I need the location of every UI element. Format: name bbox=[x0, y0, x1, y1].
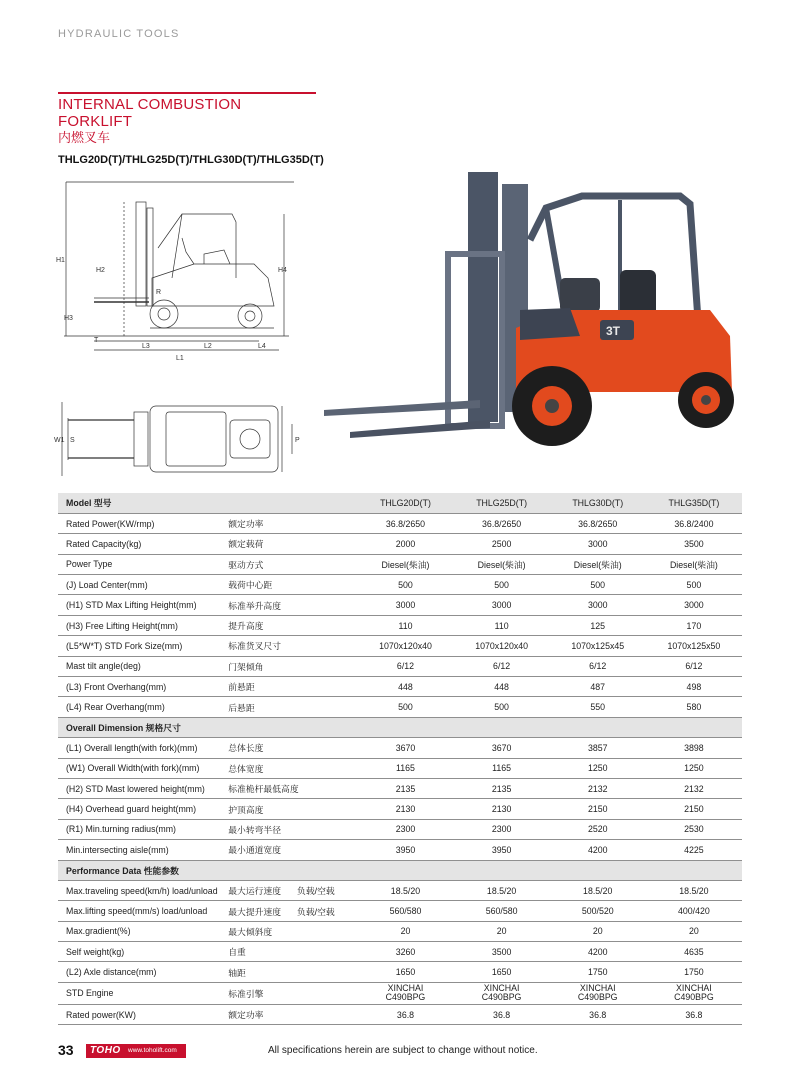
value-cell: 36.8 bbox=[646, 1004, 742, 1024]
row-label-cn-text: 最大运行速度 bbox=[228, 886, 282, 897]
row-label-en: Max.traveling speed(km/h) load/unload bbox=[58, 880, 220, 900]
value-cell: 2000 bbox=[357, 534, 453, 554]
dim-label-r: R bbox=[156, 289, 162, 296]
dim-label-h2: H2 bbox=[96, 267, 105, 274]
row-label-cn bbox=[220, 554, 357, 574]
row-label-en: (W1) Overall Width(with fork)(mm) bbox=[58, 758, 220, 778]
engine-line2: C490BPG bbox=[577, 992, 618, 1003]
row-label-cn-text: 最小通道宽度 bbox=[228, 845, 282, 856]
row-label-cn bbox=[220, 799, 357, 819]
row-label-en: (R1) Min.turning radius(mm) bbox=[58, 819, 220, 839]
value-cell: 4225 bbox=[646, 840, 742, 860]
table-row bbox=[58, 901, 742, 921]
value-cell: 1070x120x40 bbox=[357, 636, 453, 656]
dimension-rows bbox=[58, 738, 742, 860]
row-label-cn: 标准引擎 bbox=[220, 982, 357, 1004]
row-label-cn bbox=[220, 962, 357, 982]
row-label-en: (J) Load Center(mm) bbox=[58, 575, 220, 595]
row-label-cn bbox=[220, 677, 357, 697]
truck-model-badge: 3T bbox=[606, 324, 621, 338]
table-row bbox=[58, 677, 742, 697]
row-label-cn bbox=[220, 513, 357, 533]
value-cell: 1070x125x45 bbox=[550, 636, 646, 656]
value-cell: 3670 bbox=[357, 738, 453, 758]
engine-cell bbox=[454, 982, 550, 1004]
value-cell: 4635 bbox=[646, 942, 742, 962]
value-cell: 1250 bbox=[646, 758, 742, 778]
value-cell: 2132 bbox=[550, 778, 646, 798]
value-cell: 2300 bbox=[454, 819, 550, 839]
row-label-cn-text: 最小转弯半径 bbox=[228, 824, 282, 835]
value-cell: 18.5/20 bbox=[550, 880, 646, 900]
dim-label-t: T bbox=[94, 337, 99, 344]
engine-line2: C490BPG bbox=[481, 992, 522, 1003]
dim-label-l4: L4 bbox=[258, 343, 266, 350]
row-label-cn-text: 额定功率 bbox=[228, 519, 264, 530]
row-label-cn bbox=[220, 778, 357, 798]
engine-line1: XINCHAI bbox=[579, 982, 616, 993]
row-label-cn bbox=[220, 636, 357, 656]
row-label-cn-sub: 负载/空载 bbox=[297, 886, 335, 897]
value-cell: 3000 bbox=[646, 595, 742, 615]
row-label-cn-text: 标准举升高度 bbox=[228, 600, 282, 611]
value-cell: 500/520 bbox=[550, 901, 646, 921]
value-cell: 36.8/2650 bbox=[550, 513, 646, 533]
dim-label-l2: L2 bbox=[204, 343, 212, 350]
title-block bbox=[58, 92, 318, 146]
row-label-en: (L5*W*T) STD Fork Size(mm) bbox=[58, 636, 220, 656]
value-cell: 1070x120x40 bbox=[454, 636, 550, 656]
value-cell: 2530 bbox=[646, 819, 742, 839]
dim-label-s: S bbox=[70, 437, 75, 444]
row-label-cn-text: 轴距 bbox=[228, 967, 246, 978]
value-cell: 448 bbox=[454, 677, 550, 697]
value-cell: 2135 bbox=[454, 778, 550, 798]
side-view-drawing bbox=[54, 178, 312, 363]
row-label-cn bbox=[220, 758, 357, 778]
row-label-cn bbox=[220, 595, 357, 615]
row-label-cn bbox=[220, 697, 357, 717]
value-cell: 2500 bbox=[454, 534, 550, 554]
row-label-cn bbox=[220, 921, 357, 941]
row-label-cn-text: 总体宽度 bbox=[228, 763, 264, 774]
dim-label-p: P bbox=[295, 437, 300, 444]
row-label-cn bbox=[220, 575, 357, 595]
header-spacer bbox=[220, 493, 357, 513]
value-cell: 448 bbox=[357, 677, 453, 697]
engine-line1: XINCHAI bbox=[483, 982, 520, 993]
value-cell: 1250 bbox=[550, 758, 646, 778]
engine-cell bbox=[550, 982, 646, 1004]
row-label-cn-text: 标准货叉尺寸 bbox=[228, 641, 282, 652]
value-cell: 2135 bbox=[357, 778, 453, 798]
row-label-en: (L2) Axle distance(mm) bbox=[58, 962, 220, 982]
section-row-performance bbox=[58, 860, 742, 880]
value-cell: 1750 bbox=[646, 962, 742, 982]
row-label-cn bbox=[220, 819, 357, 839]
basic-rows bbox=[58, 513, 742, 717]
value-cell: 3857 bbox=[550, 738, 646, 758]
brand-url: www.toholift.com bbox=[128, 1047, 177, 1054]
value-cell: 1070x125x50 bbox=[646, 636, 742, 656]
row-label-cn bbox=[220, 738, 357, 758]
value-cell: 500 bbox=[454, 697, 550, 717]
value-cell: 170 bbox=[646, 615, 742, 635]
dim-label-l1: L1 bbox=[176, 355, 184, 362]
row-label-en: Rated Capacity(kg) bbox=[58, 534, 220, 554]
row-label-en: (L1) Overall length(with fork)(mm) bbox=[58, 738, 220, 758]
row-label-cn-sub: 负载/空载 bbox=[297, 906, 335, 917]
row-label-cn-text: 额定载荷 bbox=[228, 539, 264, 550]
value-cell: 36.8 bbox=[550, 1004, 646, 1024]
row-label-cn bbox=[220, 901, 357, 921]
brand-logo: TOHO bbox=[90, 1045, 121, 1056]
title-chinese: 内燃叉车 bbox=[58, 130, 111, 145]
value-cell: 3000 bbox=[357, 595, 453, 615]
row-label-en: STD Engine bbox=[58, 982, 220, 1004]
table-row bbox=[58, 799, 742, 819]
dim-label-w1: W1 bbox=[54, 437, 65, 444]
engine-line1: XINCHAI bbox=[387, 982, 424, 993]
row-label-en: Self weight(kg) bbox=[58, 942, 220, 962]
value-cell: 1165 bbox=[357, 758, 453, 778]
value-cell: 498 bbox=[646, 677, 742, 697]
brand-bar bbox=[86, 1044, 186, 1058]
engine-line2: C490BPG bbox=[674, 992, 714, 1003]
dim-label-l3: L3 bbox=[142, 343, 150, 350]
table-row bbox=[58, 840, 742, 860]
value-cell: 6/12 bbox=[454, 656, 550, 676]
header-model: THLG30D(T) bbox=[550, 493, 646, 513]
table-row bbox=[58, 758, 742, 778]
table-row bbox=[58, 656, 742, 676]
value-cell: 3260 bbox=[357, 942, 453, 962]
value-cell: 1165 bbox=[454, 758, 550, 778]
models-line: THLG20D(T)/THLG25D(T)/THLG30D(T)/THLG35D(T) bbox=[58, 154, 324, 166]
table-row bbox=[58, 962, 742, 982]
row-label-cn-text: 前悬距 bbox=[228, 682, 255, 693]
header-model: THLG20D(T) bbox=[357, 493, 453, 513]
row-label-cn-text: 最大提升速度 bbox=[228, 906, 282, 917]
table-row bbox=[58, 942, 742, 962]
row-label-cn-text: 门架倾角 bbox=[228, 661, 264, 672]
value-cell: Diesel(柴油) bbox=[646, 554, 742, 574]
value-cell: 125 bbox=[550, 615, 646, 635]
row-label-cn: 额定功率 bbox=[220, 1004, 357, 1024]
section-label: HYDRAULIC TOOLS bbox=[58, 28, 180, 40]
row-label-cn bbox=[220, 656, 357, 676]
dim-label-h1: H1 bbox=[56, 257, 65, 264]
row-label-en: Power Type bbox=[58, 554, 220, 574]
value-cell: 3950 bbox=[357, 840, 453, 860]
value-cell: 4200 bbox=[550, 942, 646, 962]
truck-brand-badge: TOHO bbox=[638, 390, 676, 405]
row-label-en: (L3) Front Overhang(mm) bbox=[58, 677, 220, 697]
table-row bbox=[58, 554, 742, 574]
row-label-cn bbox=[220, 942, 357, 962]
value-cell: 20 bbox=[550, 921, 646, 941]
row-label-en: (H4) Overhead guard height(mm) bbox=[58, 799, 220, 819]
value-cell: 36.8/2650 bbox=[454, 513, 550, 533]
row-label-en: (L4) Rear Overhang(mm) bbox=[58, 697, 220, 717]
value-cell: 4200 bbox=[550, 840, 646, 860]
value-cell: 3000 bbox=[550, 595, 646, 615]
section-title-dimension: Overall Dimension 规格尺寸 bbox=[58, 717, 742, 737]
row-label-en: Mast tilt angle(deg) bbox=[58, 656, 220, 676]
table-row bbox=[58, 921, 742, 941]
row-label-cn-text: 驱动方式 bbox=[228, 559, 264, 570]
value-cell: 2520 bbox=[550, 819, 646, 839]
value-cell: 500 bbox=[357, 575, 453, 595]
row-label-cn bbox=[220, 840, 357, 860]
value-cell: 2132 bbox=[646, 778, 742, 798]
value-cell: 500 bbox=[454, 575, 550, 595]
row-label-en: (H1) STD Max Lifting Height(mm) bbox=[58, 595, 220, 615]
value-cell: 36.8 bbox=[454, 1004, 550, 1024]
value-cell: 3000 bbox=[550, 534, 646, 554]
value-cell: 487 bbox=[550, 677, 646, 697]
value-cell: 2150 bbox=[646, 799, 742, 819]
row-label-en: Min.intersecting aisle(mm) bbox=[58, 840, 220, 860]
table-row bbox=[58, 534, 742, 554]
header-model-label: Model 型号 bbox=[58, 493, 220, 513]
row-label-en: Max.gradient(%) bbox=[58, 921, 220, 941]
value-cell: 36.8/2650 bbox=[357, 513, 453, 533]
row-label-cn-text: 总体长度 bbox=[228, 743, 264, 754]
value-cell: 1650 bbox=[357, 962, 453, 982]
value-cell: 3500 bbox=[454, 942, 550, 962]
value-cell: 1650 bbox=[454, 962, 550, 982]
value-cell: 2130 bbox=[357, 799, 453, 819]
value-cell: 500 bbox=[646, 575, 742, 595]
table-row bbox=[58, 880, 742, 900]
value-cell: Diesel(柴油) bbox=[357, 554, 453, 574]
value-cell: 6/12 bbox=[646, 656, 742, 676]
value-cell: 3898 bbox=[646, 738, 742, 758]
footer bbox=[58, 1042, 758, 1062]
table-row bbox=[58, 1004, 742, 1024]
table-row bbox=[58, 778, 742, 798]
title-english: INTERNAL COMBUSTION FORKLIFT bbox=[58, 96, 242, 130]
row-label-cn-text: 提升高度 bbox=[228, 621, 264, 632]
value-cell: 6/12 bbox=[550, 656, 646, 676]
row-label-cn bbox=[220, 880, 357, 900]
row-label-en: Rated power(KW) bbox=[58, 1004, 220, 1024]
row-label-cn bbox=[220, 615, 357, 635]
value-cell: 110 bbox=[454, 615, 550, 635]
table-row bbox=[58, 697, 742, 717]
table-row bbox=[58, 513, 742, 533]
value-cell: 2150 bbox=[550, 799, 646, 819]
header-model: THLG25D(T) bbox=[454, 493, 550, 513]
dim-label-h3: H3 bbox=[64, 315, 73, 322]
engine-cell bbox=[646, 982, 742, 1004]
value-cell: 3670 bbox=[454, 738, 550, 758]
value-cell: 18.5/20 bbox=[646, 880, 742, 900]
row-label-en: Rated Power(KW/rmp) bbox=[58, 513, 220, 533]
value-cell: 3500 bbox=[646, 534, 742, 554]
row-label-en: (H2) STD Mast lowered height(mm) bbox=[58, 778, 220, 798]
forklift-photo bbox=[320, 160, 748, 460]
engine-cell bbox=[357, 982, 453, 1004]
table-row bbox=[58, 615, 742, 635]
table-row bbox=[58, 738, 742, 758]
section-title-performance: Performance Data 性能参数 bbox=[58, 860, 742, 880]
value-cell: 550 bbox=[550, 697, 646, 717]
row-label-en: Max.lifting speed(mm/s) load/unload bbox=[58, 901, 220, 921]
value-cell: 2130 bbox=[454, 799, 550, 819]
disclaimer: All specifications herein are subject to change without notice. bbox=[268, 1045, 538, 1056]
value-cell: 3000 bbox=[454, 595, 550, 615]
title-rule bbox=[58, 92, 316, 94]
value-cell: 36.8/2400 bbox=[646, 513, 742, 533]
value-cell: 20 bbox=[646, 921, 742, 941]
value-cell: 18.5/20 bbox=[357, 880, 453, 900]
row-label-cn-text: 载荷中心距 bbox=[228, 580, 273, 591]
value-cell: 560/580 bbox=[454, 901, 550, 921]
table-row bbox=[58, 575, 742, 595]
row-label-cn-text: 最大倾斜度 bbox=[228, 926, 273, 937]
row-label-cn bbox=[220, 534, 357, 554]
spec-table bbox=[58, 493, 742, 1025]
value-cell: 110 bbox=[357, 615, 453, 635]
table-row bbox=[58, 982, 742, 1004]
row-label-cn-text: 护顶高度 bbox=[228, 804, 264, 815]
value-cell: 3950 bbox=[454, 840, 550, 860]
value-cell: 500 bbox=[550, 575, 646, 595]
value-cell: Diesel(柴油) bbox=[454, 554, 550, 574]
value-cell: 6/12 bbox=[357, 656, 453, 676]
row-label-en: (H3) Free Lifting Height(mm) bbox=[58, 615, 220, 635]
table-row bbox=[58, 595, 742, 615]
value-cell: 2300 bbox=[357, 819, 453, 839]
row-label-cn-text: 标准桅杆最低高度 bbox=[228, 784, 299, 795]
value-cell: 18.5/20 bbox=[454, 880, 550, 900]
value-cell: 36.8 bbox=[357, 1004, 453, 1024]
row-label-cn-text: 后悬距 bbox=[228, 702, 255, 713]
value-cell: 400/420 bbox=[646, 901, 742, 921]
table-header-row bbox=[58, 493, 742, 513]
engine-line1: XINCHAI bbox=[676, 982, 712, 993]
table-row bbox=[58, 819, 742, 839]
value-cell: 580 bbox=[646, 697, 742, 717]
value-cell: 500 bbox=[357, 697, 453, 717]
value-cell: Diesel(柴油) bbox=[550, 554, 646, 574]
header-model: THLG35D(T) bbox=[646, 493, 742, 513]
engine-line2: C490BPG bbox=[385, 992, 426, 1003]
table-row bbox=[58, 636, 742, 656]
value-cell: 20 bbox=[454, 921, 550, 941]
performance-rows bbox=[58, 880, 742, 982]
value-cell: 20 bbox=[357, 921, 453, 941]
dim-label-h4: H4 bbox=[278, 267, 287, 274]
value-cell: 1750 bbox=[550, 962, 646, 982]
top-view-drawing bbox=[54, 398, 312, 480]
row-label-cn-text: 自重 bbox=[228, 947, 246, 958]
section-row-dimension bbox=[58, 717, 742, 737]
page-number: 33 bbox=[58, 1042, 74, 1058]
value-cell: 560/580 bbox=[357, 901, 453, 921]
